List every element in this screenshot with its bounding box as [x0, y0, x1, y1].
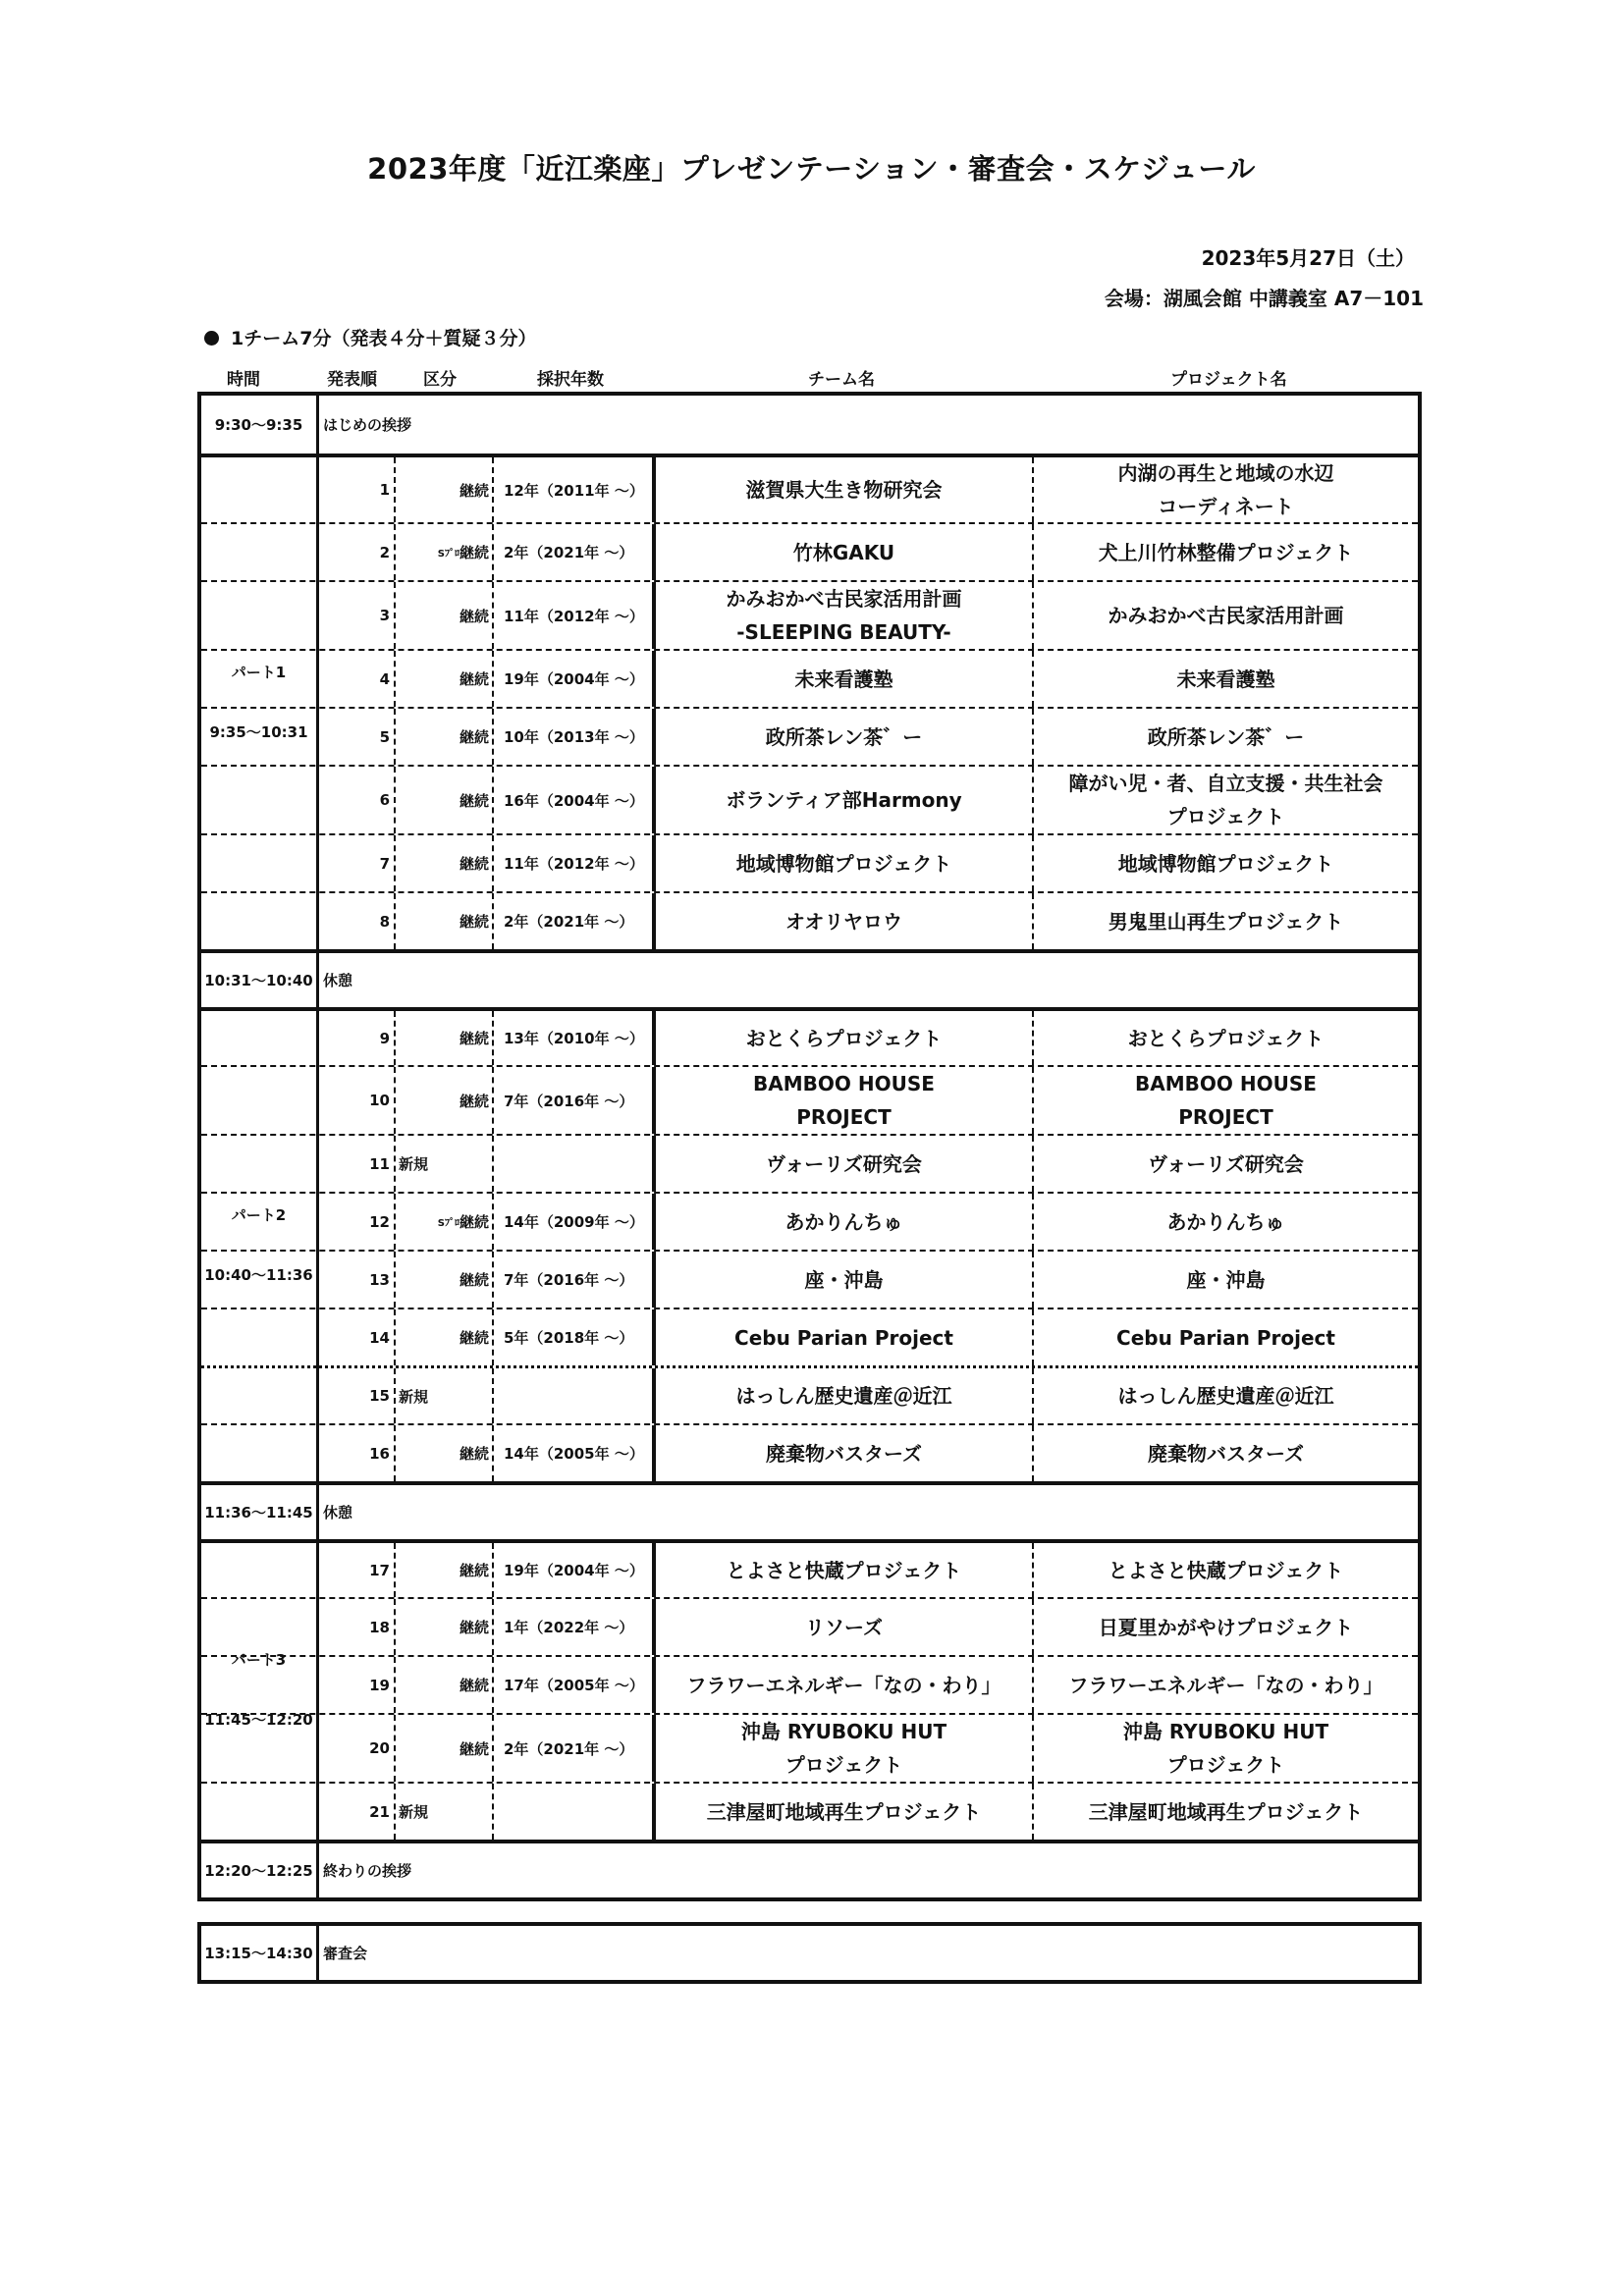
category: [396, 1715, 494, 1782]
team-row: [201, 1782, 1418, 1840]
category-prefix: Sﾌﾟﾛ: [437, 549, 460, 560]
category: [396, 1309, 494, 1365]
project-name: 日夏里かがやけプロジェクト: [1098, 1615, 1354, 1639]
adoption-years: 13年（2010年 ～）: [494, 1011, 656, 1065]
presentation-order: 7: [319, 835, 396, 891]
team-name: 沖島 RYUBOKU HUT プロジェクト: [656, 1715, 1034, 1782]
project-name: 内湖の再生と地域の水辺 コーディネート: [1117, 461, 1334, 518]
time-note: [204, 324, 536, 350]
team-row: [201, 1713, 1418, 1782]
category-text: 新規: [399, 1803, 429, 1821]
adoption-years: [494, 1368, 656, 1423]
project-name: とよさと快蔵プロジェクト: [1108, 1558, 1344, 1582]
project-name: ヴォーリズ研究会: [1148, 1151, 1304, 1176]
adoption-years: 5年（2018年 ～）: [494, 1309, 656, 1365]
team-name: かみおかべ古民家活用計画 -SLEEPING BEAUTY-: [656, 582, 1034, 649]
category-prefix: Sﾌﾟﾛ: [437, 1218, 460, 1229]
category-text: 継続: [459, 1677, 489, 1694]
part-1-cell: [201, 454, 319, 949]
category: [396, 524, 494, 580]
header-team: チーム名: [808, 370, 875, 390]
team-row: [201, 1192, 1418, 1250]
category-text: 継続: [459, 1030, 489, 1047]
project-name: 地域博物館プロジェクト: [1117, 851, 1334, 876]
project-name: 障がい児・者、自立支援・共生社会 プロジェクト: [1068, 772, 1383, 828]
event-label: 終わりの挨拶: [323, 1862, 412, 1880]
adoption-years: 2年（2021年 ～）: [494, 524, 656, 580]
category: [396, 1599, 494, 1655]
category-text: 継続: [459, 1445, 489, 1463]
category-text: 継続: [459, 1329, 489, 1347]
team-row: [201, 833, 1418, 891]
presentation-order: 9: [319, 1011, 396, 1065]
presentation-order: 12: [319, 1194, 396, 1250]
header-project: プロジェクト名: [1170, 370, 1287, 390]
team-name: 座・沖島: [656, 1252, 1034, 1308]
category: [396, 1136, 494, 1192]
team-row: [201, 1007, 1418, 1065]
category-text: 新規: [399, 1387, 429, 1406]
project-name: 沖島 RYUBOKU HUT プロジェクト: [1122, 1720, 1329, 1777]
team-name: とよさと快蔵プロジェクト: [656, 1543, 1034, 1597]
category: [396, 1784, 494, 1840]
project-name: フラワーエネルギー「なの・わり」: [1068, 1673, 1383, 1697]
presentation-order: 15: [319, 1368, 396, 1423]
team-row: [201, 1308, 1418, 1365]
review-time: 13:15～14:30: [201, 1926, 319, 1980]
category: [396, 893, 494, 949]
adoption-years: 17年（2005年 ～）: [494, 1657, 656, 1713]
category: [396, 457, 494, 522]
presentation-order: 19: [319, 1657, 396, 1713]
team-name: 地域博物館プロジェクト: [656, 835, 1034, 891]
header-category: 区分: [423, 370, 457, 390]
team-name: 三津屋町地域再生プロジェクト: [656, 1784, 1034, 1840]
presentation-order: 4: [319, 651, 396, 707]
category-text: 継続: [459, 1562, 489, 1579]
header-order: 発表順: [327, 370, 377, 390]
presentation-order: 5: [319, 709, 396, 765]
team-row: [201, 1539, 1418, 1597]
team-row: [201, 1423, 1418, 1481]
category: [396, 1425, 494, 1481]
category-text: 継続: [459, 855, 489, 873]
category-text: 継続: [459, 607, 489, 625]
presentation-order: 20: [319, 1715, 396, 1782]
category: [396, 1543, 494, 1597]
team-name: オオリヤロウ: [656, 893, 1034, 949]
event-label: 休憩: [323, 972, 353, 989]
adoption-years: 10年（2013年 ～）: [494, 709, 656, 765]
part-name: パート3: [231, 1651, 287, 1669]
category-text: 継続: [459, 728, 489, 746]
adoption-years: 2年（2021年 ～）: [494, 1715, 656, 1782]
team-name: ヴォーリズ研究会: [656, 1136, 1034, 1192]
team-row: [201, 1597, 1418, 1655]
category: [396, 1657, 494, 1713]
category: [396, 1368, 494, 1423]
team-name: 廃棄物バスターズ: [656, 1425, 1034, 1481]
part-3-cell: [201, 1539, 319, 1840]
adoption-years: 16年（2004年 ～）: [494, 767, 656, 833]
category-text: 継続: [459, 481, 489, 500]
team-name: BAMBOO HOUSE PROJECT: [656, 1067, 1034, 1134]
team-name: はっしん歴史遺産＠近江: [656, 1368, 1034, 1423]
presentation-order: 10: [319, 1067, 396, 1134]
project-name: 未来看護塾: [1176, 667, 1275, 691]
category: [396, 835, 494, 891]
category: [396, 1194, 494, 1250]
event-row-break1: [201, 949, 1418, 1007]
team-name: ボランティア部Harmony: [656, 767, 1034, 833]
team-row: [201, 1365, 1418, 1423]
team-row: [201, 1250, 1418, 1308]
adoption-years: [494, 1136, 656, 1192]
adoption-years: 1年（2022年 ～）: [494, 1599, 656, 1655]
review-row: [201, 1926, 1418, 1980]
event-time: 11:36～11:45: [201, 1485, 319, 1539]
category-text: 継続: [459, 1619, 489, 1636]
category-text: 新規: [399, 1155, 429, 1173]
team-row: [201, 765, 1418, 833]
team-row: [201, 649, 1418, 707]
team-name: Cebu Parian Project: [656, 1309, 1034, 1365]
team-name: リソーズ: [656, 1599, 1034, 1655]
category-text: 継続: [459, 1271, 489, 1289]
event-row-break2: [201, 1481, 1418, 1539]
event-date: 2023年5月27日（土）: [1201, 246, 1415, 270]
category: [396, 582, 494, 649]
category: [396, 1067, 494, 1134]
bullet-icon: [204, 331, 219, 346]
adoption-years: 19年（2004年 ～）: [494, 651, 656, 707]
category-text: 継続: [459, 544, 489, 561]
category-text: 継続: [459, 670, 489, 688]
team-row: [201, 707, 1418, 765]
project-name: かみおかべ古民家活用計画: [1108, 604, 1344, 627]
project-name: 犬上川竹林整備プロジェクト: [1098, 540, 1354, 564]
team-row: [201, 1134, 1418, 1192]
review-label: 審査会: [323, 1945, 368, 1962]
adoption-years: 14年（2005年 ～）: [494, 1425, 656, 1481]
project-name: BAMBOO HOUSE PROJECT: [1135, 1072, 1317, 1129]
project-name: 座・沖島: [1186, 1267, 1266, 1292]
event-time: 10:31～10:40: [201, 953, 319, 1007]
presentation-order: 2: [319, 524, 396, 580]
event-row-opening: [201, 396, 1418, 454]
team-name: 未来看護塾: [656, 651, 1034, 707]
adoption-years: 7年（2016年 ～）: [494, 1067, 656, 1134]
project-name: あかりんちゅ: [1166, 1209, 1285, 1234]
team-row: [201, 1655, 1418, 1713]
team-row: [201, 580, 1418, 649]
document-title: 2023年度「近江楽座」プレゼンテーション・審査会・スケジュール: [367, 152, 1256, 186]
part-name: パート1: [231, 663, 287, 681]
category: [396, 1252, 494, 1308]
event-time: 12:20～12:25: [201, 1843, 319, 1897]
presentation-order: 6: [319, 767, 396, 833]
presentation-order: 16: [319, 1425, 396, 1481]
category-text: 継続: [459, 1739, 489, 1758]
category: [396, 767, 494, 833]
adoption-years: 7年（2016年 ～）: [494, 1252, 656, 1308]
event-label: はじめの挨拶: [323, 416, 412, 434]
part-name: パート2: [231, 1205, 287, 1224]
team-name: 竹林GAKU: [656, 524, 1034, 580]
adoption-years: 14年（2009年 ～）: [494, 1194, 656, 1250]
event-label: 休憩: [323, 1504, 353, 1522]
presentation-order: 14: [319, 1309, 396, 1365]
event-row-closing: [201, 1840, 1418, 1897]
presentation-order: 21: [319, 1784, 396, 1840]
schedule-table: [197, 392, 1422, 1901]
adoption-years: 11年（2012年 ～）: [494, 835, 656, 891]
category-text: 継続: [459, 1213, 489, 1231]
header-time: 時間: [227, 370, 260, 390]
part-time: 9:35～10:31: [209, 722, 308, 741]
project-name: 三津屋町地域再生プロジェクト: [1088, 1799, 1364, 1824]
adoption-years: 2年（2021年 ～）: [494, 893, 656, 949]
team-name: あかりんちゅ: [656, 1194, 1034, 1250]
header-years: 採択年数: [537, 370, 604, 390]
review-table: [197, 1922, 1422, 1984]
team-row: [201, 522, 1418, 580]
category-text: 継続: [459, 791, 489, 810]
project-name: 廃棄物バスターズ: [1148, 1441, 1304, 1466]
project-name: Cebu Parian Project: [1116, 1325, 1335, 1350]
category: [396, 709, 494, 765]
project-name: はっしん歴史遺産＠近江: [1117, 1384, 1334, 1408]
presentation-order: 3: [319, 582, 396, 649]
event-venue: 会場：湖風会館 中講義室 A7－101: [1104, 287, 1424, 310]
event-time: 9:30～9:35: [201, 396, 319, 454]
project-name: 男鬼里山再生プロジェクト: [1108, 909, 1344, 934]
team-name: おとくらプロジェクト: [656, 1011, 1034, 1065]
team-row: [201, 891, 1418, 949]
team-name: 滋賀県大生き物研究会: [656, 457, 1034, 522]
presentation-order: 11: [319, 1136, 396, 1192]
adoption-years: [494, 1784, 656, 1840]
category: [396, 651, 494, 707]
adoption-years: 11年（2012年 ～）: [494, 582, 656, 649]
team-row: [201, 454, 1418, 522]
presentation-order: 8: [319, 893, 396, 949]
team-name: 政所茶レン茶゛ー: [656, 709, 1034, 765]
category: [396, 1011, 494, 1065]
presentation-order: 1: [319, 457, 396, 522]
part-time: 11:45～12:20: [204, 1711, 313, 1729]
category-text: 継続: [459, 913, 489, 931]
category-text: 継続: [459, 1092, 489, 1110]
adoption-years: 12年（2011年 ～）: [494, 457, 656, 522]
presentation-order: 18: [319, 1599, 396, 1655]
part-time: 10:40～11:36: [204, 1265, 313, 1284]
team-row: [201, 1065, 1418, 1134]
team-name: フラワーエネルギー「なの・わり」: [656, 1657, 1034, 1713]
adoption-years: 19年（2004年 ～）: [494, 1543, 656, 1597]
presentation-order: 17: [319, 1543, 396, 1597]
project-name: 政所茶レン茶゛ー: [1147, 724, 1305, 749]
part-2-cell: [201, 1007, 319, 1481]
time-note-text: 1チーム7分（発表４分＋質疑３分）: [231, 328, 537, 349]
project-name: おとくらプロジェクト: [1127, 1026, 1325, 1050]
presentation-order: 13: [319, 1252, 396, 1308]
